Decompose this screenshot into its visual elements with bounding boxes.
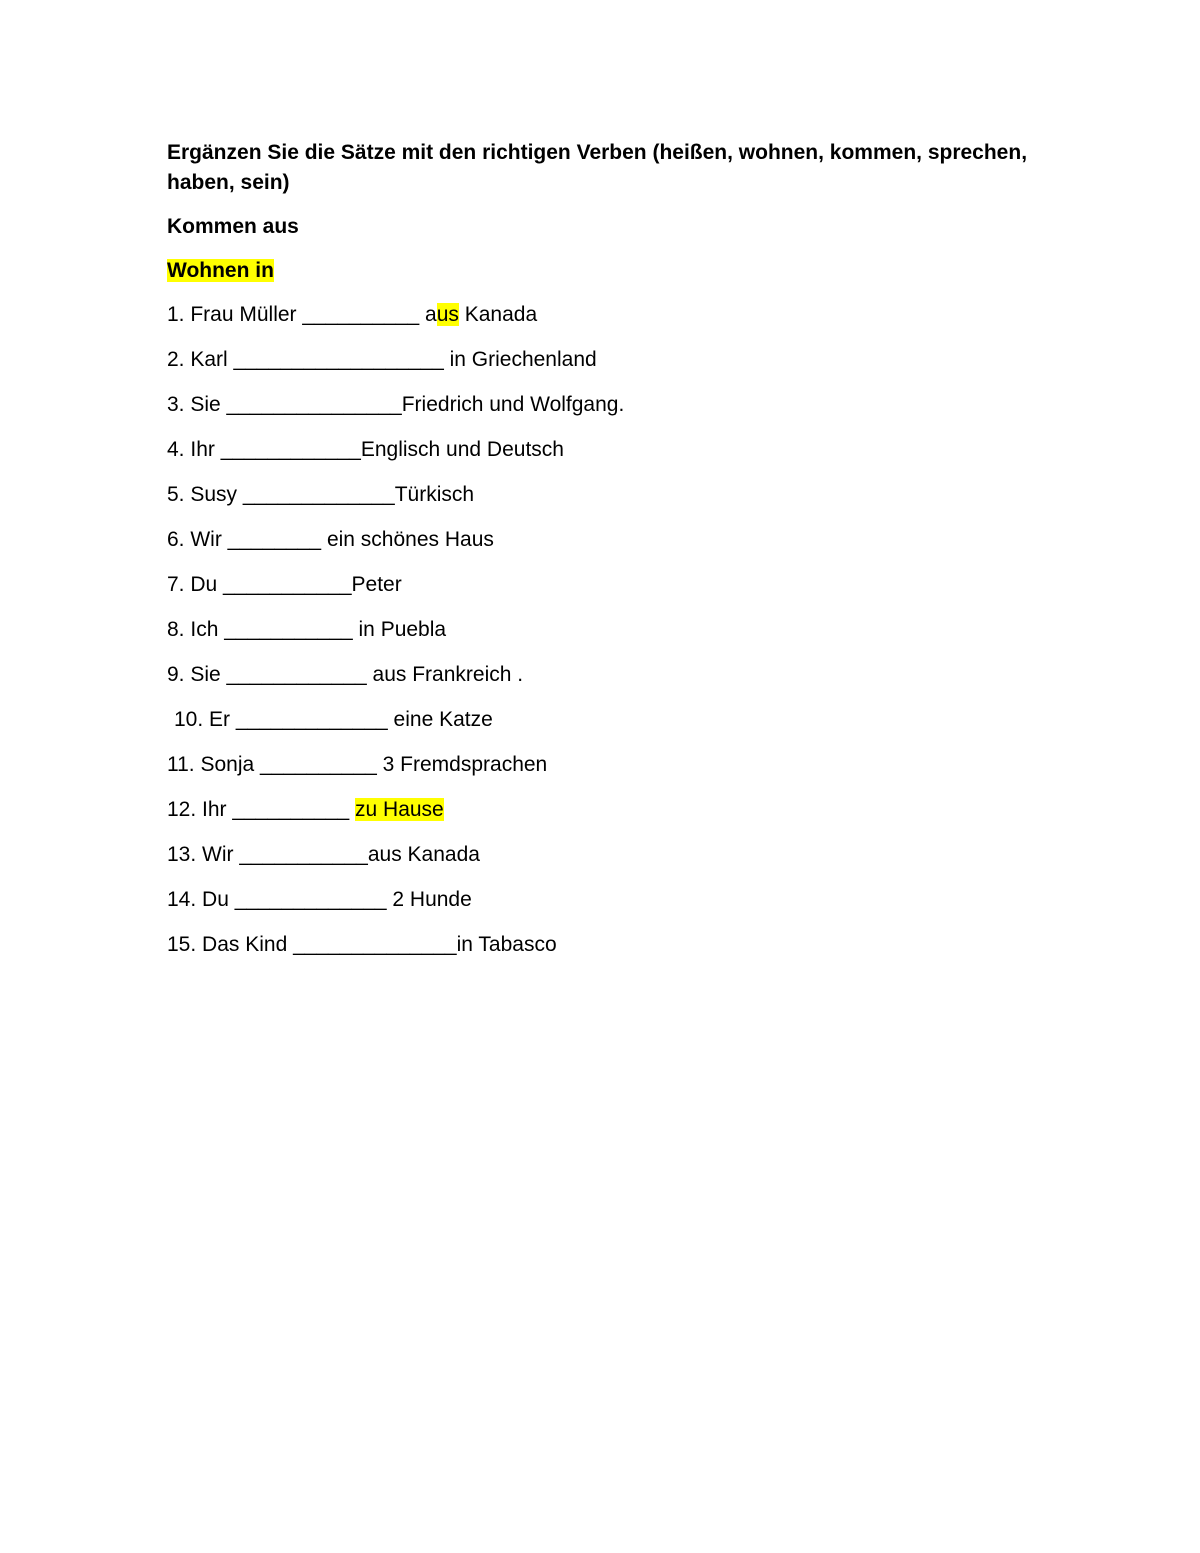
exercise-item-8 bbox=[167, 615, 1047, 645]
exercise-number: 3. bbox=[167, 393, 185, 416]
exercise-item-3 bbox=[167, 390, 1047, 420]
highlighted-heading-wohnen-in: Wohnen in bbox=[167, 259, 274, 282]
exercise-item-5 bbox=[167, 480, 1047, 510]
exercise-text: Du _____________ 2 Hunde bbox=[202, 888, 472, 911]
exercise-item-9 bbox=[167, 660, 1047, 690]
exercise-number: 9. bbox=[167, 663, 185, 686]
exercise-item-4 bbox=[167, 435, 1047, 465]
exercise-text: Sonja __________ 3 Fremdsprachen bbox=[200, 753, 548, 776]
exercise-number: 7. bbox=[167, 573, 185, 596]
heading-wohnen-in bbox=[167, 256, 1047, 286]
exercise-number: 6. bbox=[167, 528, 185, 551]
exercise-list bbox=[167, 300, 1047, 960]
exercise-number: 1. bbox=[167, 303, 185, 326]
exercise-number: 2. bbox=[167, 348, 185, 371]
exercise-text: Das Kind ______________in Tabasco bbox=[202, 933, 557, 956]
exercise-number: 13. bbox=[167, 843, 197, 866]
exercise-text-part: Frau Müller __________ a bbox=[190, 303, 437, 326]
exercise-text-part: Kanada bbox=[458, 303, 538, 326]
exercise-item-1 bbox=[167, 300, 1047, 330]
exercise-number: 5. bbox=[167, 483, 185, 506]
exercise-number: 11. bbox=[167, 753, 195, 776]
instruction-text: Ergänzen Sie die Sätze mit den richtigen Verben (heißen, wohnen, kommen, sprechen, haben, sein) bbox=[167, 141, 1028, 194]
exercise-text: Er _____________ eine Katze bbox=[209, 708, 493, 731]
exercise-number: 15. bbox=[167, 933, 197, 956]
exercise-text-part: Ihr __________ bbox=[202, 798, 356, 821]
exercise-item-11 bbox=[167, 750, 1047, 780]
exercise-item-2 bbox=[167, 345, 1047, 375]
exercise-item-12 bbox=[167, 795, 1047, 825]
exercise-item-7 bbox=[167, 570, 1047, 600]
exercise-item-6 bbox=[167, 525, 1047, 555]
heading-kommen-aus: Kommen aus bbox=[167, 215, 299, 238]
highlighted-text: us bbox=[436, 303, 459, 326]
exercise-item-13 bbox=[167, 840, 1047, 870]
exercise-text: Ihr ____________Englisch und Deutsch bbox=[190, 438, 564, 461]
exercise-text: Sie _______________Friedrich und Wolfgang. bbox=[190, 393, 625, 416]
exercise-number: 4. bbox=[167, 438, 185, 461]
highlighted-text: zu Hause bbox=[355, 798, 444, 821]
exercise-item-10 bbox=[167, 705, 1047, 735]
exercise-item-15 bbox=[167, 930, 1047, 960]
exercise-text: Du ___________Peter bbox=[190, 573, 402, 596]
exercise-text: Sie ____________ aus Frankreich . bbox=[190, 663, 524, 686]
exercise-text: Susy _____________Türkisch bbox=[190, 483, 475, 506]
exercise-number: 10. bbox=[174, 708, 204, 731]
worksheet-content bbox=[167, 138, 1047, 975]
exercise-text: Karl __________________ in Griechenland bbox=[190, 348, 597, 371]
exercise-number: 8. bbox=[167, 618, 185, 641]
exercise-text: Wir ________ ein schönes Haus bbox=[190, 528, 494, 551]
exercise-number: 12. bbox=[167, 798, 197, 821]
exercise-number: 14. bbox=[167, 888, 197, 911]
exercise-text: Ich ___________ in Puebla bbox=[190, 618, 447, 641]
exercise-item-14 bbox=[167, 885, 1047, 915]
exercise-text: Wir ___________aus Kanada bbox=[202, 843, 480, 866]
